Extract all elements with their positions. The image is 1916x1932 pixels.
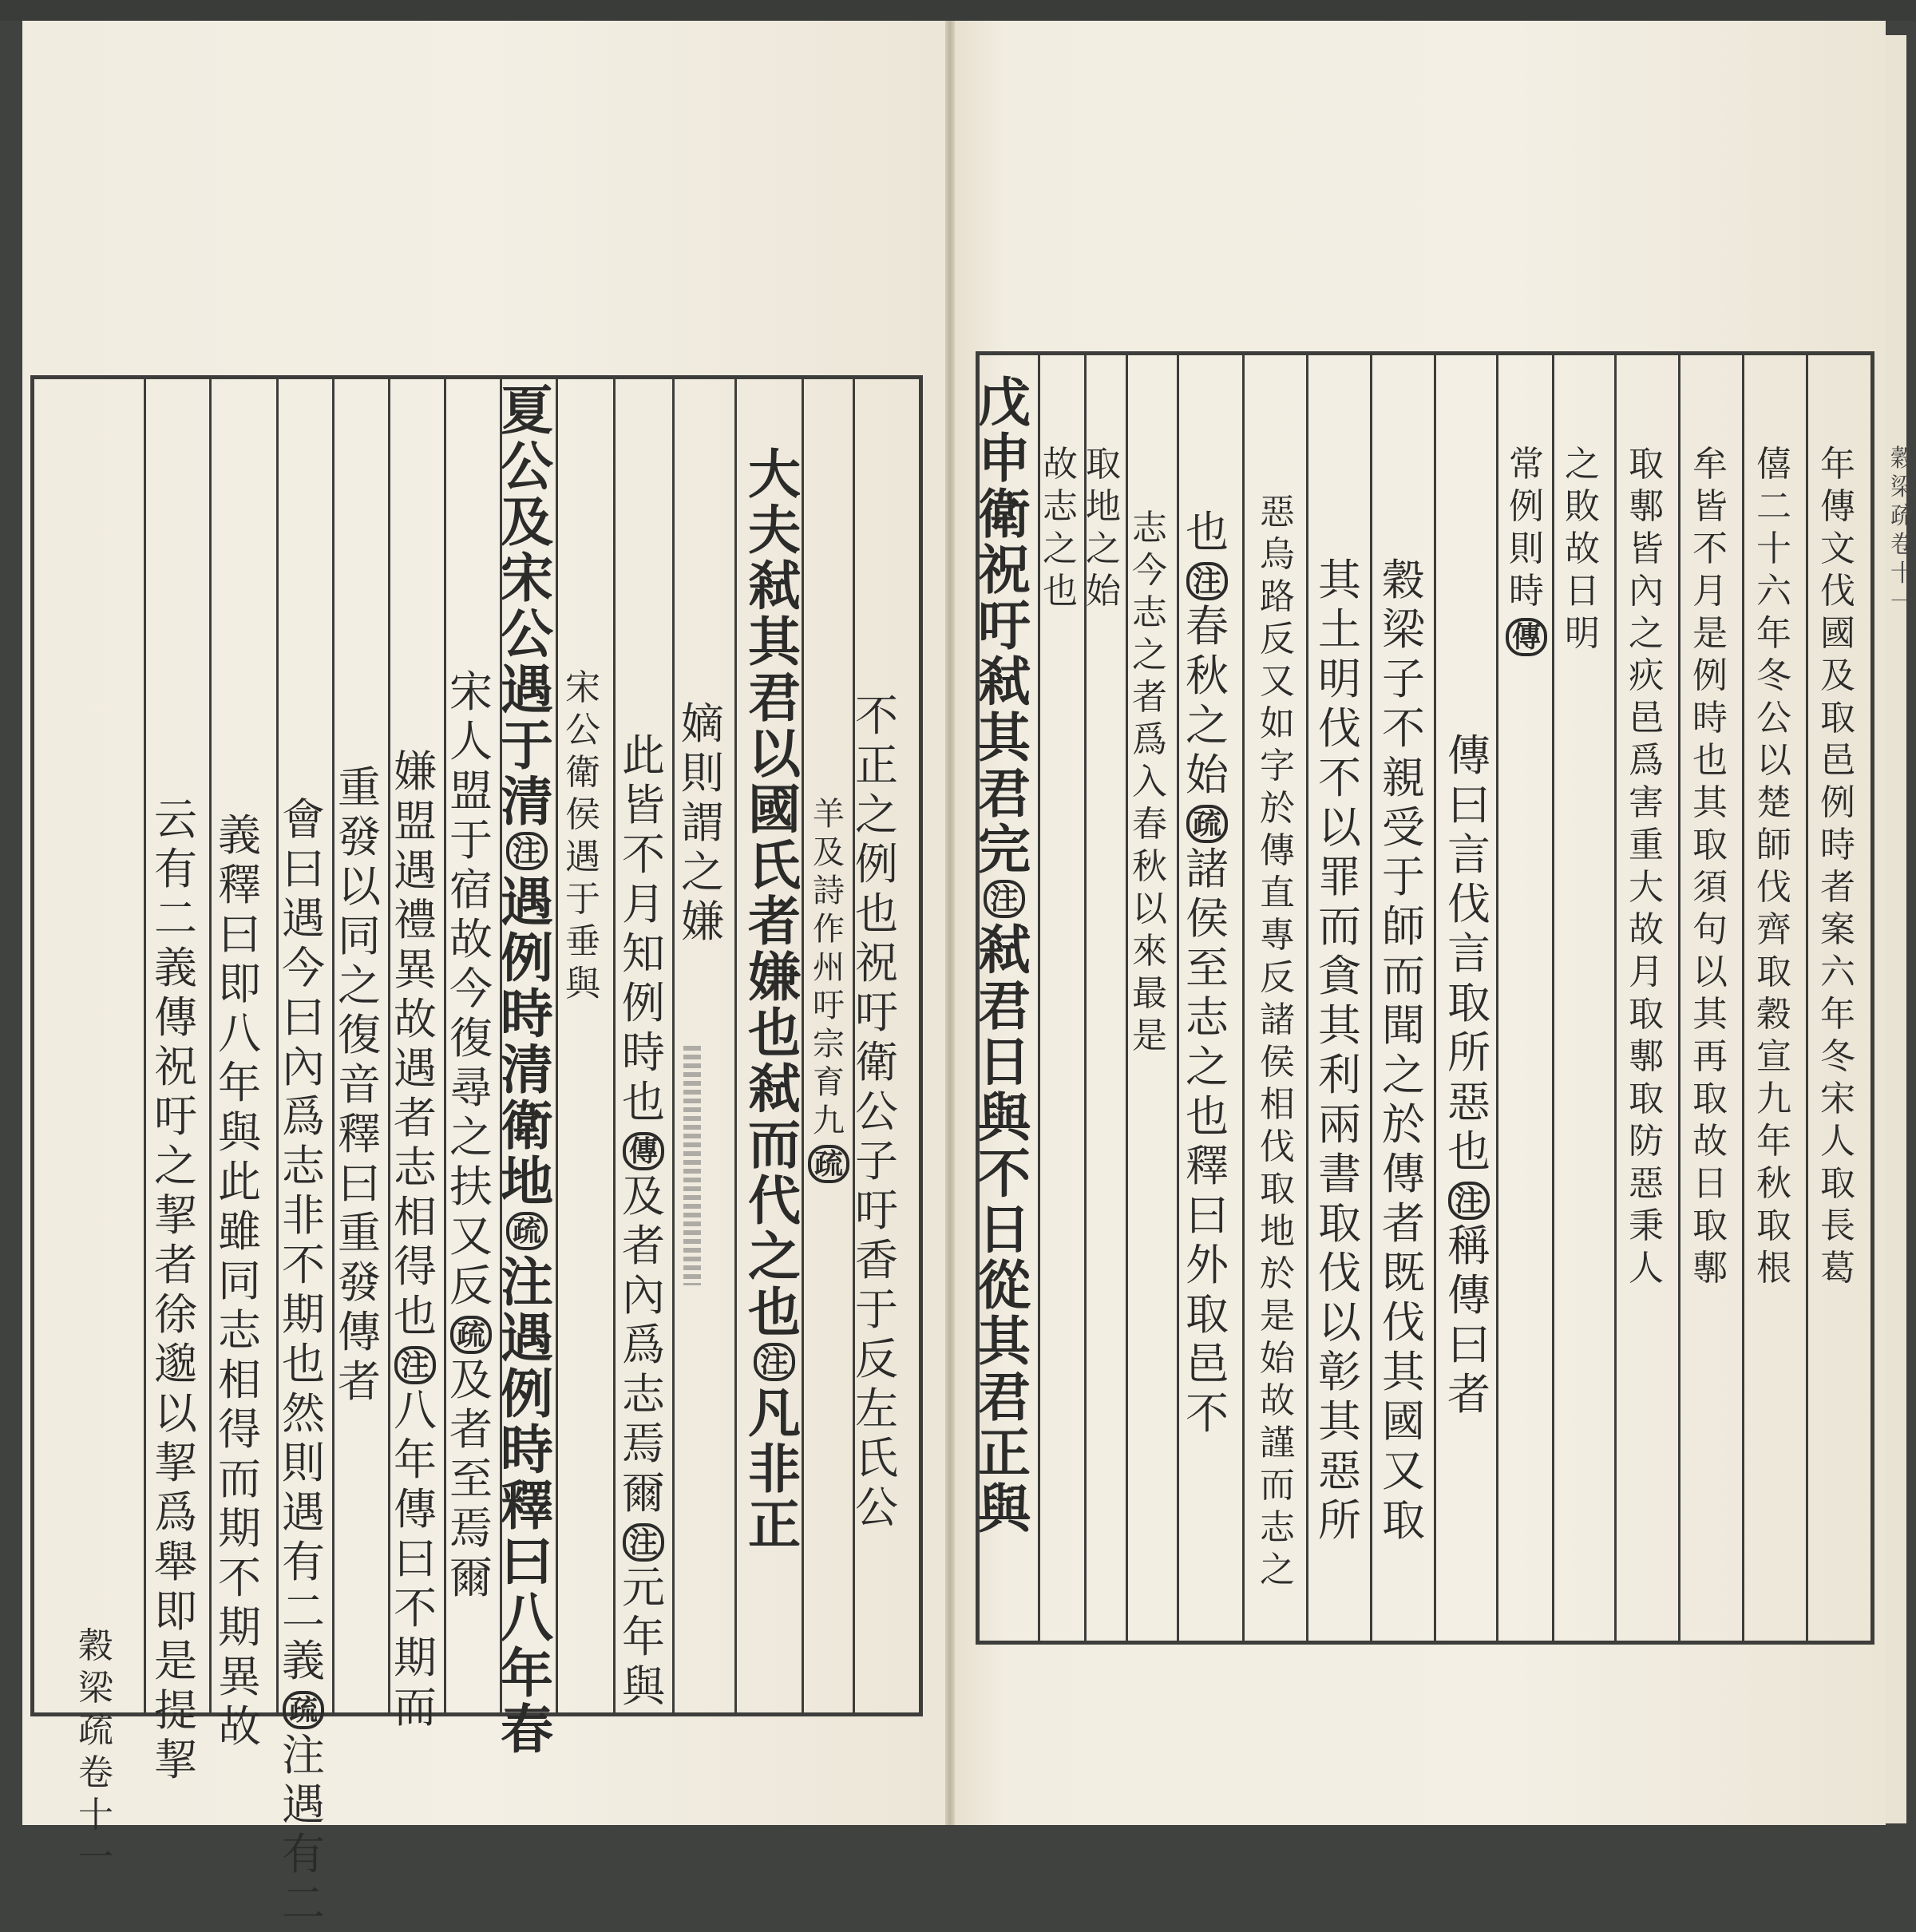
annotation-marker-seal: 疏 bbox=[808, 1145, 849, 1183]
left-text-column bbox=[212, 810, 267, 1755]
right-column-rule bbox=[1806, 354, 1808, 1641]
right-column-rule bbox=[1496, 354, 1498, 1641]
annotation-marker-seal: 注 bbox=[1186, 562, 1228, 600]
annotation-marker-seal: 注 bbox=[506, 832, 548, 870]
text-run: 諸 侯 相 伐 取 地 於 是 始 故 謹 而 志 之 bbox=[1260, 1000, 1295, 1590]
left-text-column bbox=[388, 746, 442, 1736]
text-run: 諸 侯 至 志 之 也 bbox=[1186, 844, 1229, 1142]
right-text-column bbox=[1250, 492, 1304, 1595]
left-text-column bbox=[556, 667, 610, 1009]
right-column-rule bbox=[1306, 354, 1308, 1641]
right-column-rule bbox=[1370, 354, 1372, 1641]
text-run: 宋 公 衛 侯 遇 于 垂 與 bbox=[565, 667, 600, 1004]
text-run: 釋 曰 八 年 春 bbox=[501, 1475, 553, 1760]
left-text-column bbox=[616, 730, 671, 1715]
text-run: 此 皆 不 月 知 例 時 也 bbox=[622, 730, 665, 1127]
right-text-column bbox=[1033, 444, 1087, 616]
text-run: 字 於 傳 直 專 反 bbox=[1260, 746, 1295, 998]
text-run: 志 今 志 之 者 爲 入 春 秋 以 來 最 是 bbox=[1132, 508, 1167, 1056]
right-text-column bbox=[1555, 444, 1609, 659]
text-run: 釋 曰 重 發 傳 者 bbox=[338, 1109, 381, 1407]
left-column-rule bbox=[144, 378, 146, 1713]
text-run: 八 年 傳 曰 不 期 而 bbox=[394, 1385, 437, 1732]
text-run: 釋 曰 外 取 邑 不 bbox=[1186, 1141, 1229, 1439]
right-text-column bbox=[977, 371, 1031, 1540]
text-run: 取 鄟 皆 內 之 疢 邑 爲 害 重 大 故 月 取 鄟 取 防 惡 秉 人 bbox=[1629, 444, 1664, 1289]
text-run: 夏 公 及 宋 公 遇 于 清 bbox=[501, 379, 553, 833]
text-run: 稱 傳 曰 者 bbox=[1447, 1221, 1490, 1419]
right-column-rule bbox=[1242, 354, 1245, 1641]
left-text-column bbox=[802, 798, 856, 1188]
text-run: 云 有 二 義 傳 祝 吁 之 挈 者 徐 邈 以 挈 爲 舉 即 是 提 挈 bbox=[154, 794, 197, 1785]
annotation-marker-seal: 注 bbox=[394, 1346, 436, 1384]
text-run: 春 秋 之 始 bbox=[1186, 601, 1229, 800]
text-run: 取 地 之 始 bbox=[1086, 444, 1121, 612]
text-run: 傳 曰 言 伐 言 取 所 惡 也 bbox=[1447, 730, 1490, 1177]
right-text-column bbox=[1442, 730, 1496, 1423]
left-column-rule bbox=[734, 378, 737, 1713]
right-text-column bbox=[1122, 508, 1177, 1061]
left-column-rule bbox=[209, 378, 212, 1713]
background-top bbox=[0, 0, 1916, 21]
annotation-marker-seal: 傳 bbox=[623, 1132, 664, 1170]
left-text-column bbox=[849, 691, 904, 1536]
text-run: 元 年 與 bbox=[622, 1562, 665, 1712]
right-text-column bbox=[1312, 555, 1367, 1549]
left-column-rule bbox=[613, 378, 616, 1713]
annotation-marker-seal: 疏 bbox=[283, 1691, 324, 1729]
text-run: 重 發 以 同 之 bbox=[338, 762, 381, 1011]
left-text-column bbox=[444, 667, 498, 1606]
text-run: 吁 香 于 反 左 氏 公 bbox=[855, 1186, 898, 1533]
text-run: 其 土 明 伐 不 以 罪 而 貪 其 利 兩 書 取 伐 以 彰 其 惡 所 bbox=[1318, 555, 1361, 1546]
right-column-rule bbox=[1678, 354, 1680, 1641]
text-run: 釋 曰 即 八 年 與 此 雖 同 志 相 得 而 期 不 期 異 故 bbox=[218, 860, 261, 1752]
right-text-column bbox=[1376, 555, 1431, 1549]
left-text-column bbox=[148, 794, 203, 1788]
text-run: 穀 梁 子 不 親 受 于 師 而 聞 之 於 傳 者 既 伐 其 國 又 取 bbox=[1382, 555, 1425, 1546]
text-run: 年 傳 文 伐 國 及 取 邑 例 時 者 案 六 年 冬 宋 人 取 長 葛 bbox=[1820, 444, 1855, 1289]
annotation-marker-seal: 傳 bbox=[1506, 618, 1547, 656]
left-column-rule bbox=[556, 378, 558, 1713]
left-text-column bbox=[675, 699, 730, 950]
text-run: 及 者 內 爲 志 焉 爾 bbox=[622, 1171, 665, 1518]
text-run: 嫌 盟 遇 禮 異 故 bbox=[394, 746, 437, 1044]
right-text-column bbox=[1499, 444, 1554, 661]
text-run: 牟 皆 不 月 是 例 時 也 其 取 須 句 以 其 再 取 故 日 取 鄟 bbox=[1692, 444, 1728, 1289]
annotation-marker-seal: 注 bbox=[754, 1343, 795, 1381]
text-run: 遇 例 時 清 衛 地 bbox=[501, 871, 553, 1213]
text-run: 羊 及 詩 作 州 吁 宗 育 九 bbox=[813, 796, 845, 1139]
annotation-marker-seal: 疏 bbox=[450, 1316, 492, 1354]
text-run: 義 bbox=[218, 810, 261, 861]
annotation-marker-seal: 注 bbox=[623, 1523, 664, 1562]
text-run: 及 者 至 焉 爾 bbox=[449, 1355, 493, 1603]
text-run: 遇 者 志 相 得 也 bbox=[394, 1043, 437, 1341]
text-run: 會 曰 遇 今 曰 內 爲 志 非 不 期 也 然 則 遇 有 二 義 bbox=[282, 794, 325, 1686]
text-run: 有 二 bbox=[282, 1829, 325, 1929]
annotation-marker-seal: 注 bbox=[1448, 1182, 1490, 1220]
annotation-marker-seal: 疏 bbox=[506, 1212, 548, 1250]
text-run: 之 敗 故 日 明 bbox=[1565, 444, 1600, 654]
right-column-rule bbox=[1177, 354, 1179, 1641]
right-column-rule bbox=[1614, 354, 1617, 1641]
left-text-column bbox=[69, 1625, 123, 1883]
text-run: 僖 二 十 六 年 冬 公 以 楚 師 伐 齊 取 穀 宣 九 年 秋 取 根 bbox=[1756, 444, 1791, 1289]
left-text-column bbox=[747, 443, 802, 1556]
text-run: 嫡 則 謂 之 嫌 bbox=[681, 699, 724, 947]
page-edge-stack bbox=[1886, 35, 1906, 1823]
left-column-rule bbox=[672, 378, 675, 1713]
text-run: 注 遇 例 時 bbox=[501, 1251, 553, 1481]
text-run: 故 志 之 也 bbox=[1043, 444, 1078, 612]
ink-smear bbox=[683, 1046, 701, 1285]
text-run: 弒 君 日 與 不 日 從 其 君 正 與 bbox=[978, 919, 1031, 1540]
right-text-column bbox=[1811, 444, 1865, 1293]
text-run: 常 例 則 時 bbox=[1509, 444, 1544, 612]
text-run: 惡 烏 路 反 又 如 bbox=[1260, 492, 1295, 744]
right-column-rule bbox=[1434, 354, 1436, 1641]
annotation-marker-seal: 注 bbox=[984, 880, 1025, 918]
right-text-column bbox=[1180, 507, 1234, 1442]
text-run: 宋 人 盟 于 宿 故 今 復 尋 之 扶 又 反 bbox=[449, 667, 493, 1311]
right-text-column bbox=[1683, 444, 1737, 1293]
book-gutter bbox=[945, 21, 955, 1825]
left-text-column bbox=[500, 379, 554, 1760]
text-run: 穀 梁 疏 卷 十 一 bbox=[78, 1625, 113, 1878]
text-run: 復 音 bbox=[338, 1010, 381, 1110]
text-run: 不 正 之 例 也 祝 吁 衛 公 子 bbox=[855, 691, 898, 1186]
running-margin-title: 穀 梁 疏 卷 十 一 bbox=[1890, 445, 1914, 616]
text-run: 注 遇 bbox=[282, 1730, 325, 1830]
left-text-column bbox=[332, 762, 386, 1410]
annotation-marker-seal: 疏 bbox=[1186, 805, 1228, 843]
left-text-column bbox=[276, 794, 331, 1932]
text-run: 凡 非 正 bbox=[748, 1382, 801, 1556]
text-run: 大 夫 弒 其 君 以 國 氏 者 嫌 也 弒 而 代 之 也 bbox=[748, 443, 801, 1344]
right-text-column bbox=[1619, 444, 1673, 1293]
right-text-column bbox=[1747, 444, 1801, 1293]
right-column-rule bbox=[1742, 354, 1744, 1641]
text-run: 戊 申 衛 祝 吁 弒 其 君 完 bbox=[978, 371, 1031, 881]
text-run: 也 bbox=[1186, 507, 1229, 557]
